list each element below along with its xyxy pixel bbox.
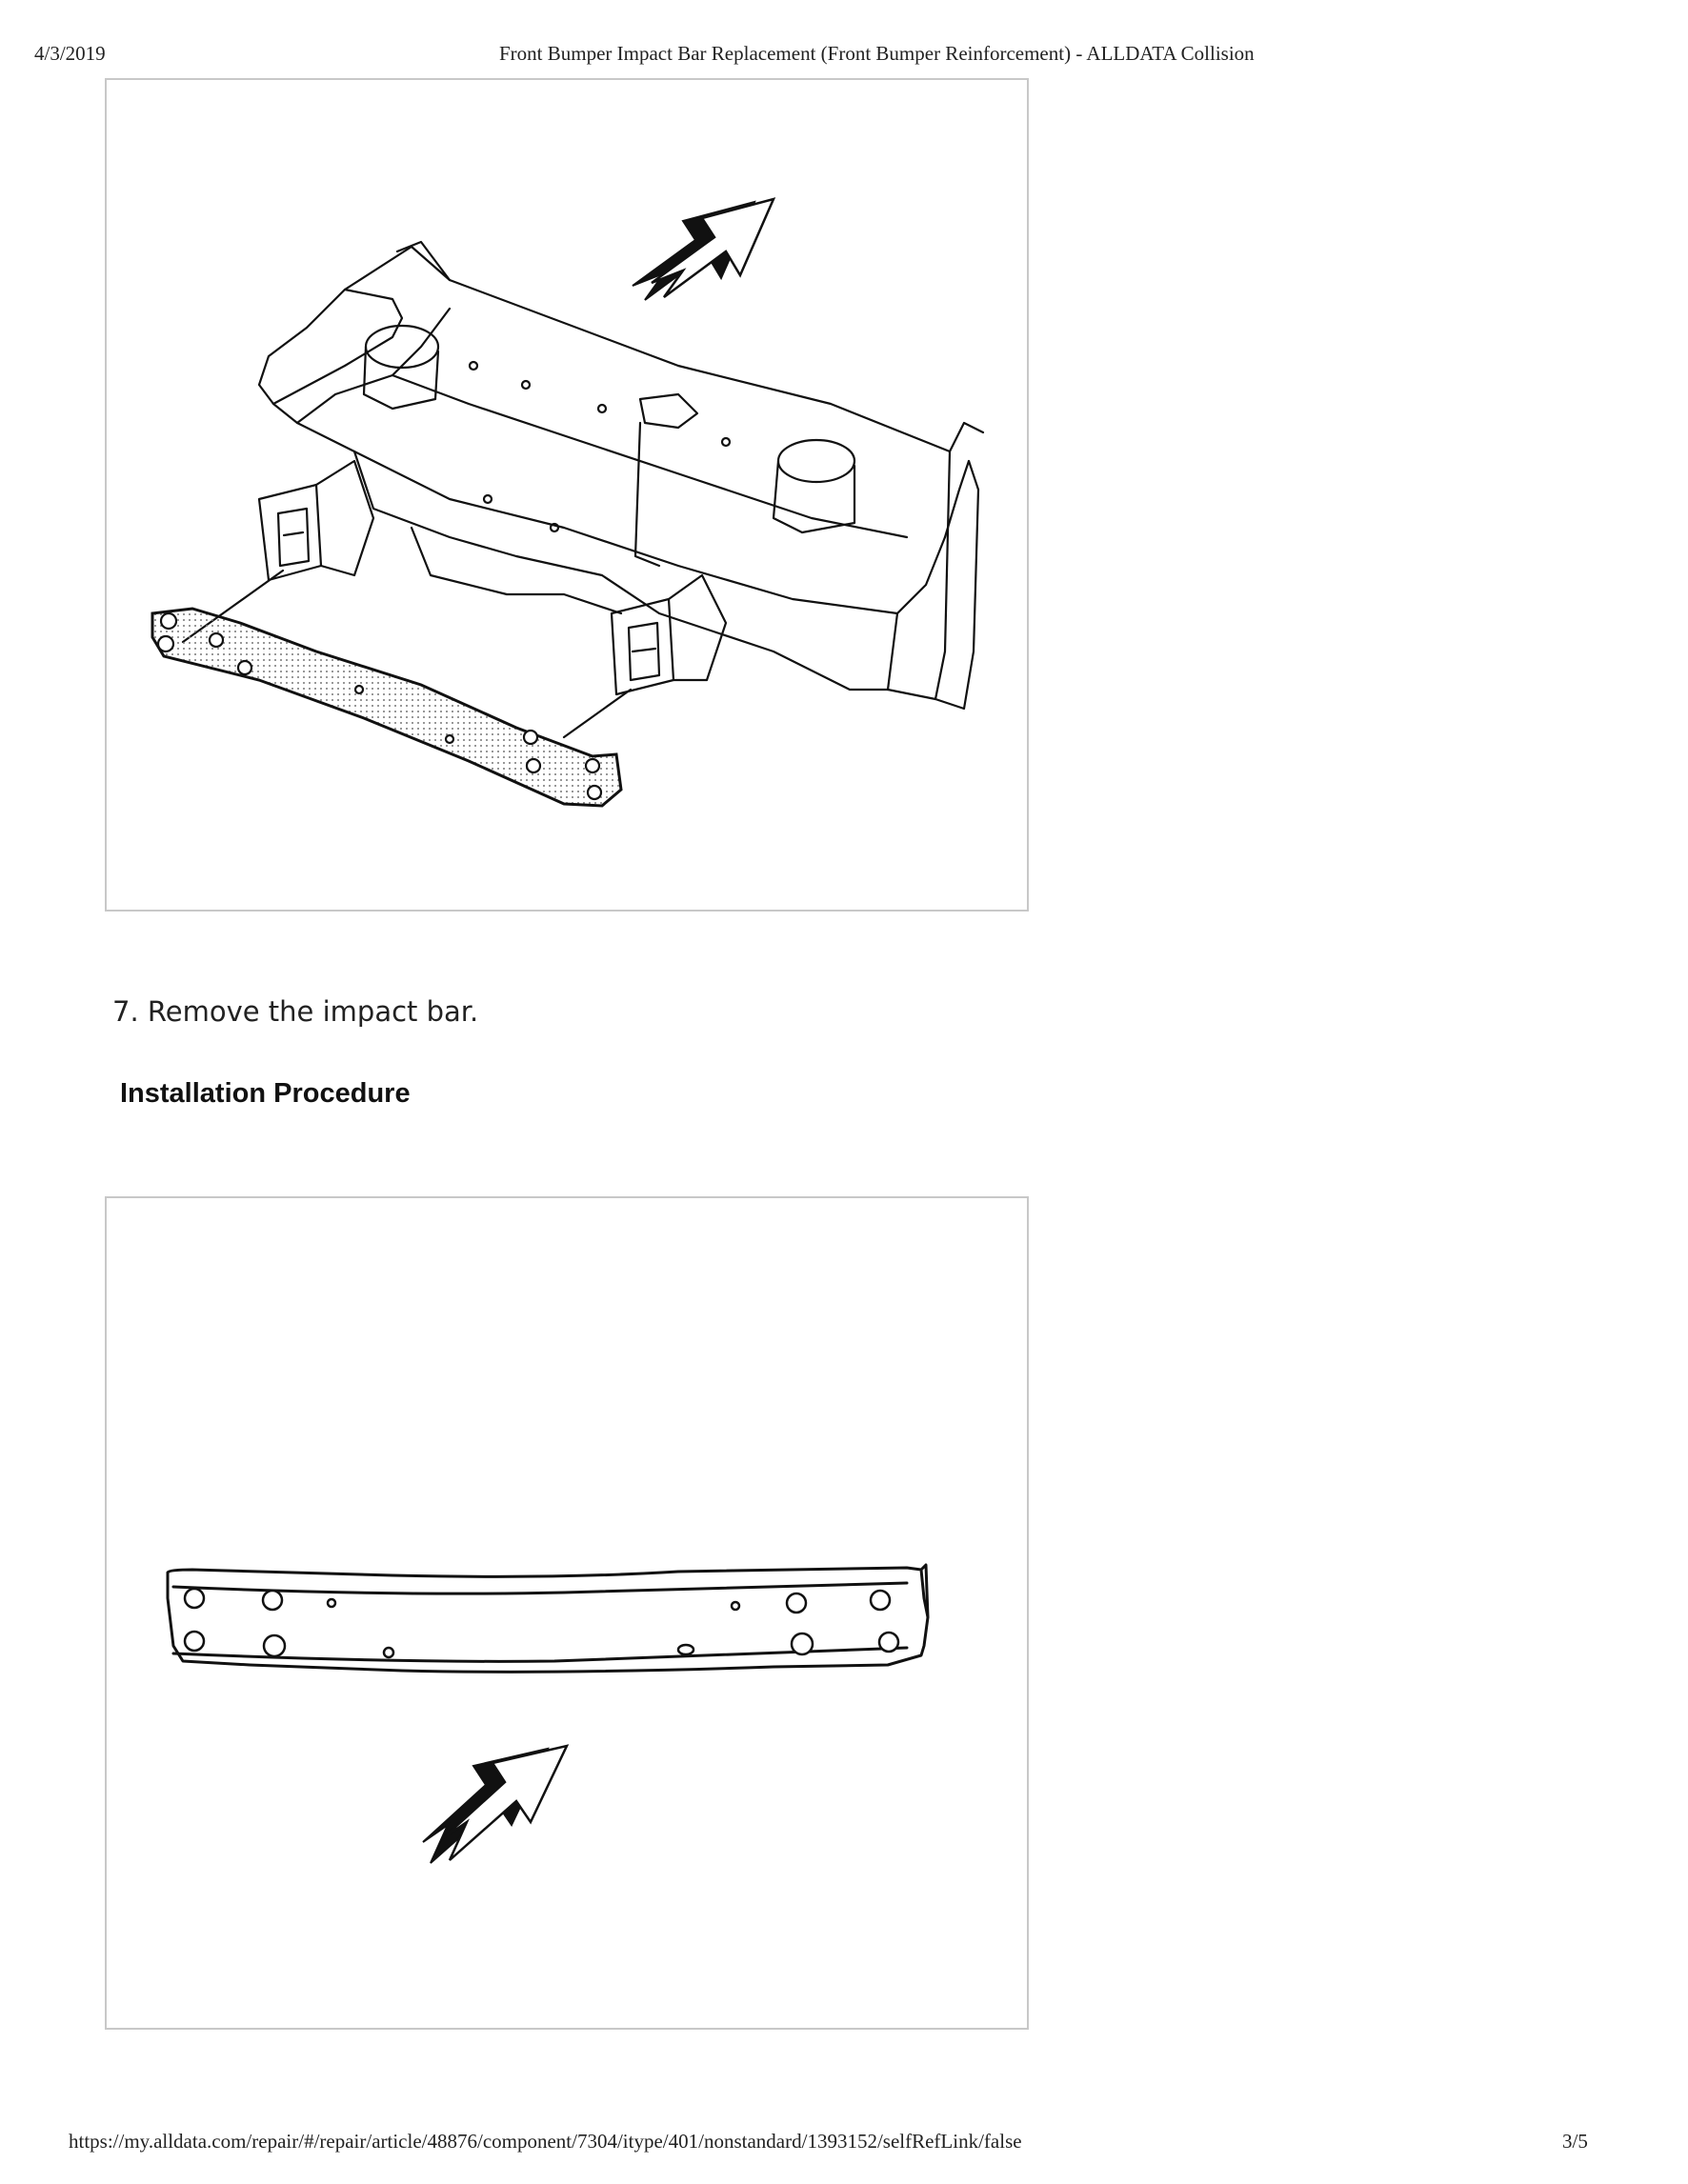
installation-procedure-heading: Installation Procedure — [120, 1078, 411, 1109]
removal-illustration — [105, 78, 1029, 912]
direction-arrow-icon — [423, 1746, 567, 1863]
header-title: Front Bumper Impact Bar Replacement (Front Bumper Reinforcement) - ALLDATA Collision — [499, 42, 1255, 65]
footer-url: https://my.alldata.com/repair/#/repair/article/48876/component/7304/itype/401/nonstandard/1393152/selfRefLink/false — [69, 2130, 1022, 2153]
installation-illustration — [105, 1196, 1029, 2030]
front-end-structure-drawing — [107, 80, 1031, 913]
impact-bar-drawing — [107, 1198, 1031, 2032]
footer-page-number: 3/5 — [1562, 2130, 1588, 2153]
direction-arrow-icon — [633, 199, 774, 300]
header-date: 4/3/2019 — [34, 42, 106, 65]
step-7-text: 7. Remove the impact bar. — [112, 995, 479, 1028]
